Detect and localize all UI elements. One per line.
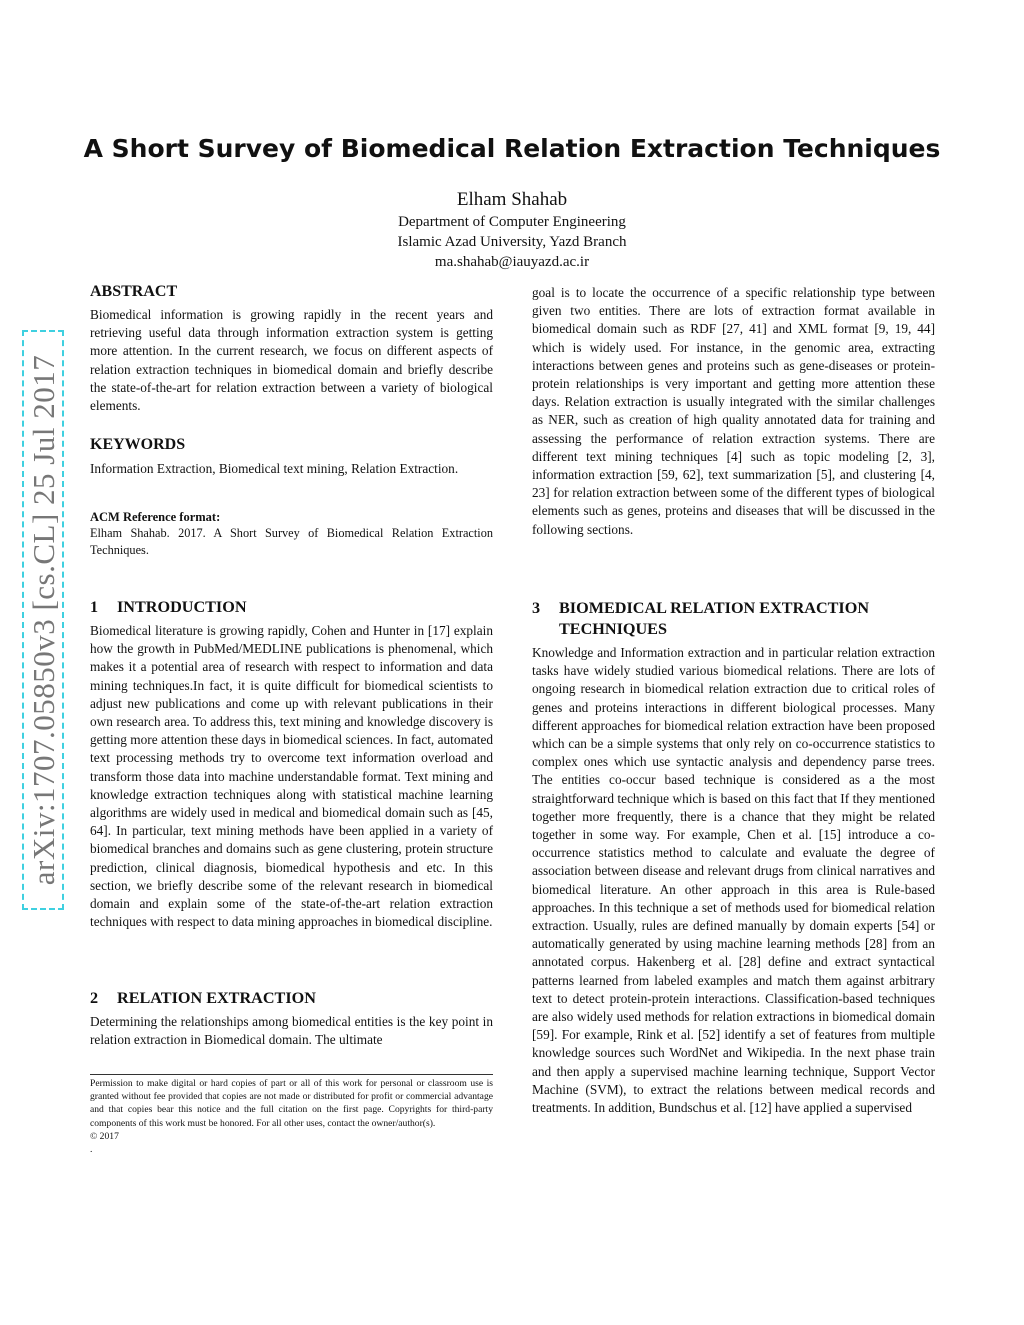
section-title: RELATION EXTRACTION [117, 989, 316, 1007]
author-name: Elham Shahab [456, 189, 568, 210]
acm-reference-text: Elham Shahab. 2017. A Short Survey of Biomedical Relation Extraction Techniques. [90, 526, 493, 557]
relation-extraction-text: Determining the relationships among biomedical entities is the key point in relation extraction in Biomedical domain. The ultimate [90, 1014, 493, 1048]
keywords-text: Information Extraction, Biomedical text mining, Relation Extraction. [90, 461, 459, 476]
copyright-year: © 2017 [90, 1130, 119, 1142]
author-university: Islamic Azad University, Yazd Branch [397, 234, 627, 250]
abstract-text: Biomedical information is growing rapidly in the recent years and retrieving useful data through information extraction system is getting more attention. In the current research, we focus on different aspects of relation extraction techniques in biomedical domain and briefly describe the state-of-the-art for relation extraction between a variety of biological elements. [90, 307, 493, 414]
keywords-heading: KEYWORDS [90, 436, 186, 453]
section-title-line-2: TECHNIQUES [559, 620, 667, 638]
author-department: Department of Computer Engineering [398, 214, 626, 230]
section-title: INTRODUCTION [117, 598, 247, 616]
footnote-mark: . [90, 1144, 93, 1156]
introduction-text: Biomedical literature is growing rapidly, Cohen and Hunter in [17] explain how the growth in PubMed/MEDLINE publications is phenomenal, which makes it a potential area of research with respect to information and data mining techniques.In fact, it is quite difficult for biomedical scientists to adjust new publications and come up with relevant publications in their own research area. To address this, text mining and knowledge discovery is getting more attention these days in biomedical sciences. In fact, automated text processing methods try to overcome text information overload and transform those data into machine understandable format. Text mining and knowledge extraction techniques along with statistical machine learning algorithms are widely used in medical and biomedical domain such as [45, 64]. In particular, text mining methods have been applied in a variety of biomedical branches and domains such as gene clustering, protein structure prediction, clinical diagnosis, biomedical hypothesis and etc. In this section, we briefly describe some of the relevant research in biomedical domain and explain some of the state-of-the-art relation extraction techniques with respect to data mining approaches in biomedical discipline. [90, 623, 493, 930]
arxiv-identifier: arXiv:1707.05850v3 [cs.CL] 25 Jul 2017 [26, 354, 61, 886]
relation-extraction-continuation: goal is to locate the occurrence of a specific relationship type between given two entities. There are lots of extraction format available in biomedical domain such as RDF [27, 41] and XML format [9, 19, 44] which is widely used. For instance, in the genomic area, extracting interactions between genes and proteins such as gene-diseases or protein-protein relationships is very important and getting more attention these days. Relation extraction is usually integrated with the similar challenges as NER, such as creation of high quality annotated data for training and assessing the performance of relation extraction systems. There are different text mining techniques [4] such as topic modeling [2, 3], information extraction [59, 62], text summarization [5], and clustering [4, 23] for relation extraction between some of the different types of biological elements such as genes, proteins and diseases that will be discussed in the following sections. [532, 285, 935, 537]
acm-reference-label: ACM Reference format: [90, 510, 221, 524]
section-1-heading [90, 597, 247, 618]
section-2-heading [90, 988, 316, 1009]
copyright-footnote [90, 1077, 493, 1156]
section-title-line-1: BIOMEDICAL RELATION EXTRACTION [559, 599, 870, 617]
permission-notice: Permission to make digital or hard copies of part or all of this work for personal or classroom use is granted without fee provided that copies are not made or distributed for profit or commercial advantage and that copies bear this notice and the full citation on the first page. Copyrights for third-party components of this work must be honored. For all other uses, contact the owner/author(s). [90, 1078, 493, 1129]
section-number: 3 [532, 599, 541, 617]
section-number: 1 [90, 598, 99, 616]
author-email: ma.shahab@iauyazd.ac.ir [434, 254, 590, 270]
footnote-divider [90, 1074, 493, 1075]
paper-title: A Short Survey of Biomedical Relation Extraction Techniques [83, 134, 941, 163]
abstract-heading: ABSTRACT [90, 283, 178, 300]
author-block [0, 188, 1024, 272]
section-number: 2 [90, 989, 99, 1007]
section-3-heading [532, 598, 935, 640]
techniques-text: Knowledge and Information extraction and in particular relation extraction tasks have widely studied various biomedical relations. There are lots of ongoing research in biomedical relation extraction due to critical roles of genes and proteins interactions in different biological processes. Many different approaches for biomedical relation extraction have been proposed which can be a simple systems that only rely on co-occurrence statistics to complex ones which use syntactic analysis and dependency parse trees. The entities co-occur based technique is considered as a the most straightforward technique which is based on this fact that If they mentioned together more frequently, there is a chance that they might be related together in some way. For example, Chen et al. [15] introduce a co-occurrence statistics method to calculate and evaluate the degree of association between disease and relevant drugs from clinical narratives and biomedical literature. An other approach in this area is Rule-based approaches. In this technique a set of methods used for biomedical relation extraction. Usually, rules are defined manually by domain experts [54] or automatically generated by using machine learning methods [28] from an annotated corpus. Hakenberg et al. [28] define and extract syntactical patterns learned from labeled examples and match them against arbitrary text to detect protein-protein interactions. Classification-based techniques are also widely used methods for relation extractions in biomedical domain [59]. For example, Rink et al. [52] identify a set of features from multiple knowledge sources such WordNet and Wikipedia. In the next phase train and then apply a supervised machine learning technique, Support Vector Machine (SVM), to extract the relations between medical records and treatments. In addition, Bundschus et al. [12] have applied a supervised [532, 645, 935, 1116]
